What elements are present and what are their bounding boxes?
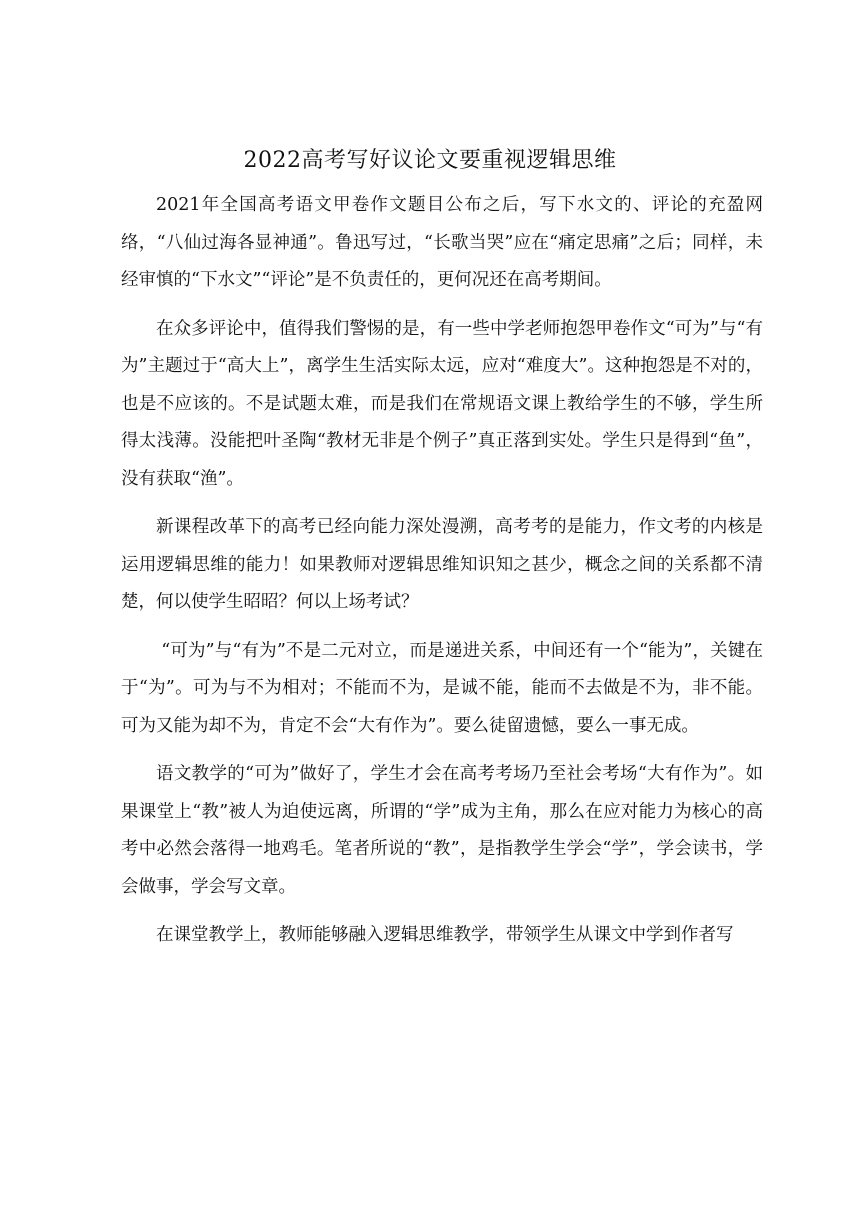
document-title: 2022高考写好议论文要重视逻辑思维 — [243, 148, 617, 173]
paragraph-6: 在课堂教学上，教师能够融入逻辑思维教学，带领学生从课文中学到作者写 — [156, 925, 734, 945]
paragraph-3: 新课程改革下的高考已经向能力深处漫溯，高考考的是能力，作文考的内核是运用逻辑思维的能力！如果教师对逻辑思维知识知之甚少，概念之间的关系都不清楚，何以使学生昭昭？何以上场考试？ — [121, 517, 763, 612]
document-body — [121, 187, 763, 966]
paragraph-5: 语文教学的“可为”做好了，学生才会在高考考场乃至社会考场“大有作为”。如果课堂上“教”被人为迫使远离，所谓的“学”成为主角，那么在应对能力为核心的高考中必然会落得一地鸡毛。笔者所说的“教”，是指教学生学会“学”，学会读书，学会做事，学会写文章。 — [121, 764, 763, 897]
paragraph-2: 在众多评论中，值得我们警惕的是，有一些中学老师抱怨甲卷作文“可为”与“有为”主题过于“高大上”，离学生生活实际太远，应对“难度大”。这种抱怨是不对的，也是不应该的。不是试题太难，而是我们在常规语文课上教给学生的不够，学生所得太浅薄。没能把叶圣陶“教材无非是个例子”真正落到实处。学生只是得到“鱼”，没有获取“渔”。 — [121, 318, 763, 489]
paragraph-1: 2021年全国高考语文甲卷作文题目公布之后，写下水文的、评论的充盈网络，“八仙过海各显神通”。鲁迅写过，“长歌当哭”应在“痛定思痛”之后；同样，未经审慎的“下水文”“评论”是不负责任的，更何况还在高考期间。 — [121, 195, 763, 290]
paragraph-4: “可为”与“有为”不是二元对立，而是递进关系，中间还有一个“能为”，关键在于“为”。可为与不为相对；不能而不为，是诚不能，能而不去做是不为，非不能。可为又能为却不为，肯定不会“大有作为”。要么徒留遗憾，要么一事无成。 — [121, 640, 763, 736]
